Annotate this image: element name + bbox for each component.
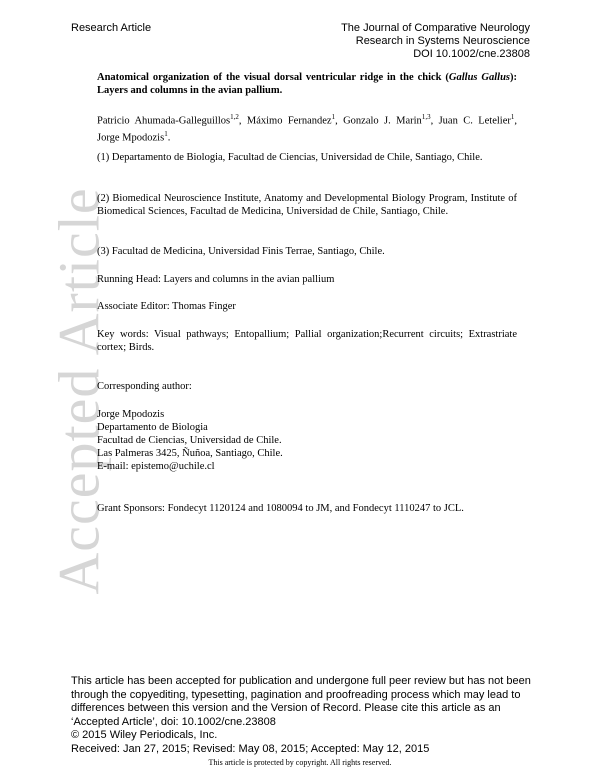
notice-line: ‘Accepted Article’, doi: 10.1002/cne.23808 — [71, 715, 276, 728]
watermark-text: Accepted Article — [46, 187, 112, 595]
title-part-1: Anatomical organization of the visual dorsal ventricular ridge in the chick ( — [97, 72, 449, 83]
notice-line: This article has been accepted for publication and undergone full peer review but has not been — [71, 675, 531, 687]
author-name: Patricio Ahumada-Galleguillos — [97, 115, 231, 127]
author-affiliation-mark: 1 — [331, 113, 336, 121]
running-head: Running Head: Layers and columns in the avian pallium — [97, 274, 335, 285]
copyright-footer: This article is protected by copyright. All rights reserved. — [208, 758, 392, 767]
accepted-article-watermark — [46, 96, 112, 686]
corresponding-street: Las Palmeras 3425, Ñuñoa, Santiago, Chile. — [97, 448, 283, 459]
grant-sponsors: Grant Sponsors: Fondecyt 1120124 and 1080094 to JM, and Fondecyt 1110247 to JCL. — [97, 503, 464, 514]
journal-subtitle: Research in Systems Neuroscience — [355, 35, 530, 47]
author-separator: , — [335, 115, 344, 127]
author-affiliation-mark: 1,3 — [421, 113, 431, 121]
author-name: Máximo Fernandez — [246, 115, 332, 127]
article-title — [97, 71, 517, 97]
corresponding-email: E-mail: epistemo@uchile.cl — [97, 461, 215, 472]
corresponding-address — [97, 408, 517, 473]
author-list — [97, 111, 517, 144]
corresponding-name: Jorge Mpodozis — [97, 409, 165, 420]
author-affiliation-mark: 1 — [510, 113, 515, 121]
corresponding-heading: Corresponding author: — [97, 381, 192, 392]
journal-header — [341, 22, 530, 61]
affiliation-1: (1) Departamento de Biologia, Facultad de Ciencias, Universidad de Chile, Santiago, Chile. — [97, 152, 483, 163]
copyright-line: © 2015 Wiley Periodicals, Inc. — [71, 729, 218, 741]
corresponding-department: Departamento de Biologia — [97, 422, 208, 433]
notice-line: through the copyediting, typesetting, pagination and proofreading process which may lead to — [71, 688, 521, 701]
title-part-2: ): Layers and columns in the avian pallium. — [97, 72, 517, 96]
affiliation-2: (2) Biomedical Neuroscience Institute, Anatomy and Developmental Biology Program, Institute of Biomedical Sciences, Facultad de Medicina, Universidad de Chile, Santiago, Chile. — [97, 193, 517, 217]
author-separator: , — [514, 115, 517, 127]
author-separator: , — [430, 115, 439, 127]
associate-editor: Associate Editor: Thomas Finger — [97, 301, 236, 312]
author-affiliation-mark: 1,2 — [230, 113, 239, 121]
corresponding-faculty: Facultad de Ciencias, Universidad de Chile. — [97, 435, 282, 446]
author-separator: . — [167, 132, 171, 143]
dates-line: Received: Jan 27, 2015; Revised: May 08, 2015; Accepted: May 12, 2015 — [71, 742, 430, 755]
acceptance-notice — [71, 675, 541, 756]
author-affiliation-mark: 1 — [164, 129, 168, 138]
keywords: Key words: Visual pathways; Entopallium; Pallial organization;Recurrent circuits; Extrastriate cortex; Birds. — [97, 329, 517, 353]
doi-label: DOI 10.1002/cne.23808 — [413, 48, 530, 60]
author-name: Jorge Mpodozis — [97, 132, 165, 143]
author-name: Juan C. Letelier — [438, 115, 511, 127]
notice-line: differences between this version and the Version of Record. Please cite this article as an — [71, 702, 501, 714]
journal-name: The Journal of Comparative Neurology — [341, 22, 530, 34]
article-type-label: Research Article — [71, 22, 152, 34]
affiliation-3: (3) Facultad de Medicina, Universidad Finis Terrae, Santiago, Chile. — [97, 246, 385, 257]
author-name: Gonzalo J. Marin — [343, 115, 422, 127]
author-separator: , — [238, 115, 247, 127]
title-species: Gallus Gallus — [448, 72, 510, 83]
